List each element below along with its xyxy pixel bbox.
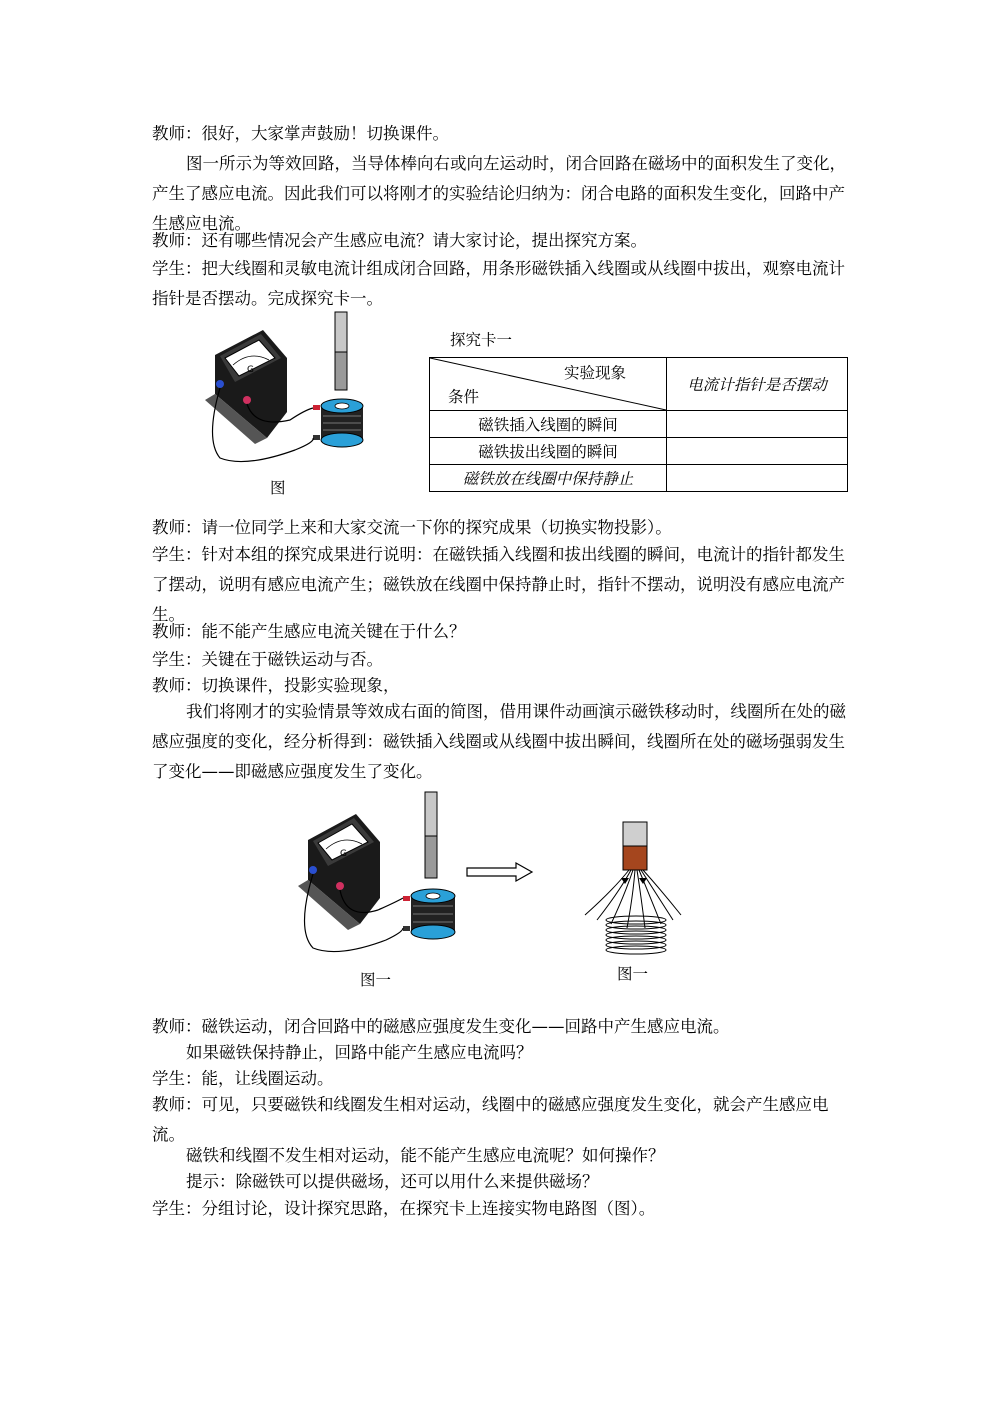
table-cell-empty [667, 411, 848, 438]
table-cell-empty [667, 465, 848, 492]
paragraph: 学生：关键在于磁铁运动与否。 [152, 650, 383, 669]
paragraph: 提示：除磁铁可以提供磁场，还可以用什么来提供磁场？ [186, 1172, 599, 1191]
inquiry-card-table [429, 357, 848, 492]
galvanometer-coil-figure [288, 790, 468, 960]
terminal-blue [309, 866, 317, 874]
paragraph: 我们将刚才的实验情景等效成右面的简图，借用课件动画演示磁铁移动时，线圈所在处的磁感应强度的变化，经分析得到：磁铁插入线圈或从线圈中拔出瞬间，线圈所在处的磁场强弱发生了变化——即磁感应强度发生了变化。 [152, 702, 846, 781]
header-phenomenon: 实验现象 [563, 364, 626, 382]
paragraph: 学生：分组讨论，设计探究思路，在探究卡上连接实物电路图（图）。 [152, 1199, 656, 1218]
right-arrow-icon [466, 862, 534, 882]
card-title: 探究卡一 [450, 331, 513, 349]
terminal-red [243, 396, 251, 404]
table-row-label: 磁铁插入线圈的瞬间 [430, 411, 667, 438]
diagonal-header-cell [430, 358, 667, 411]
table-row-label: 磁铁放在线圈中保持静止 [430, 465, 667, 492]
table-row-label: 磁铁拔出线圈的瞬间 [430, 438, 667, 465]
figure-caption: 图一 [360, 971, 392, 989]
meter-symbol: G [340, 849, 347, 859]
magnetic-field-figure [583, 820, 683, 960]
header-pointer-swing: 电流计指针是否摆动 [667, 358, 848, 411]
table-cell-empty [667, 438, 848, 465]
meter-symbol: G [247, 365, 254, 375]
paragraph: 教师：还有哪些情况会产生感应电流？请大家讨论，提出探究方案。 [152, 231, 647, 250]
paragraph: 图一所示为等效回路，当导体棒向右或向左运动时，闭合回路在磁场中的面积发生了变化，产生了感应电流。因此我们可以将刚才的实验结论归纳为：闭合电路的面积发生变化，回路中产生感应电流。 [152, 154, 846, 233]
paragraph: 教师：能不能产生感应电流关键在于什么？ [152, 622, 466, 641]
paragraph: 学生：针对本组的探究成果进行说明：在磁铁插入线圈和拔出线圈的瞬间，电流计的指针都发生了摆动，说明有感应电流产生；磁铁放在线圈中保持静止时，指针不摆动，说明没有感应电流产生。 [152, 545, 845, 624]
paragraph: 教师：请一位同学上来和大家交流一下你的探究成果（切换实物投影）。 [152, 518, 672, 537]
paragraph: 教师：可见，只要磁铁和线圈发生相对运动，线圈中的磁感应强度发生变化，就会产生感应电流。 [152, 1095, 829, 1144]
paragraph: 学生：能，让线圈运动。 [152, 1069, 334, 1088]
paragraph: 教师：切换课件，投影实验现象， [152, 676, 400, 695]
paragraph: 教师：很好，大家掌声鼓励！切换课件。 [152, 124, 449, 143]
paragraph: 磁铁和线圈不发生相对运动，能不能产生感应电流呢？如何操作？ [186, 1146, 665, 1165]
paragraph: 如果磁铁保持静止，回路中能产生感应电流吗？ [186, 1043, 533, 1062]
terminal-red [336, 882, 344, 890]
galvanometer-coil-figure [195, 310, 385, 470]
paragraph: 学生：把大线圈和灵敏电流计组成闭合回路，用条形磁铁插入线圈或从线圈中拔出，观察电流计指针是否摆动。完成探究卡一。 [152, 259, 845, 308]
figure-caption: 图一 [617, 965, 649, 983]
paragraph: 教师：磁铁运动，闭合回路中的磁感应强度发生变化——回路中产生感应电流。 [152, 1017, 730, 1036]
figure-caption: 图 [270, 479, 286, 497]
header-condition: 条件 [448, 388, 480, 406]
terminal-blue [216, 380, 224, 388]
